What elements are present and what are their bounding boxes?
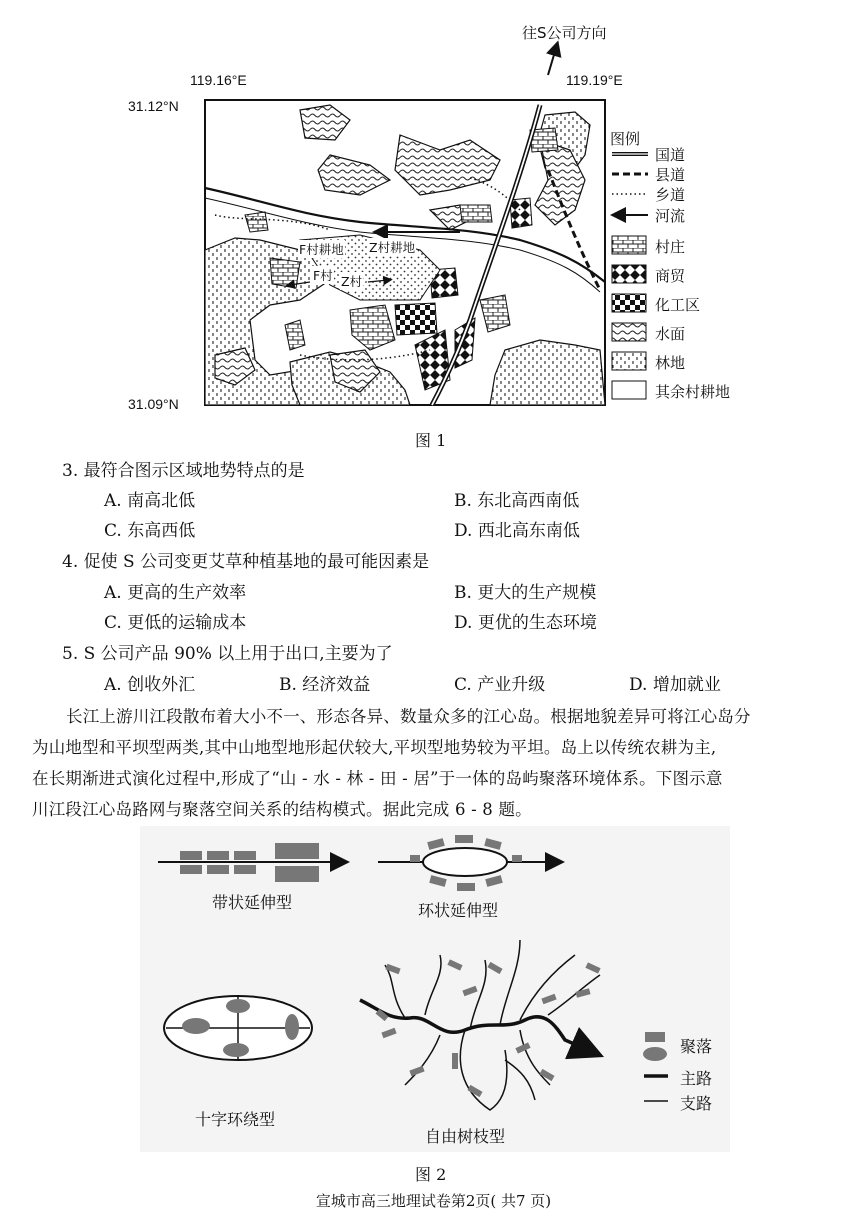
direction-arrow [548,48,556,75]
passage-line-1: 长江上游川江段散布着大小不一、形态各异、数量众多的江心岛。根据地貌差异可将江心岛分 [66,707,751,726]
q3-option-b: B. 东北高西南低 [454,491,580,511]
strip-type-label: 带状延伸型 [212,893,293,912]
legend-settlement: 聚落 [680,1037,713,1056]
figure2-diagram [0,820,867,1160]
legend-commerce: 商贸 [655,267,686,285]
passage-line-4: 川江段江心岛路网与聚落空间关系的结构模式。据此完成 6 - 8 题。 [32,800,532,819]
figure1-caption: 图 1 [415,431,447,450]
q3-option-c: C. 东高西低 [104,521,196,541]
page-footer: 宣城市高三地理试卷第2页( 共7 页) [315,1192,552,1210]
legend-water: 水面 [655,325,686,343]
legend-branch-road: 支路 [680,1094,713,1113]
z-farmland-label: Z村耕地 [369,240,416,255]
legend-township-road: 乡道 [655,186,686,204]
legend-farmland: 其余村耕地 [655,383,731,401]
legend-village: 村庄 [655,238,686,256]
figure2-caption: 图 2 [415,1165,447,1184]
legend-chemical: 化工区 [655,296,701,314]
q5-option-a: A. 创收外汇 [104,675,196,695]
cross-type-label: 十字环绕型 [195,1110,276,1129]
q5-option-c: C. 产业升级 [454,675,546,695]
passage-line-3: 在长期渐进式演化过程中,形成了“山 - 水 - 林 - 田 - 居”于一体的岛屿聚落环境体系。下图示意 [32,769,723,788]
question-5-stem: 5. S 公司产品 90% 以上用于出口,主要为了 [62,644,393,664]
q4-option-d: D. 更优的生态环境 [454,613,597,633]
legend-main-road: 主路 [680,1069,713,1088]
ring-type-label: 环状延伸型 [418,901,499,920]
dendritic-type-label: 自由树枝型 [425,1127,506,1146]
q3-option-d: D. 西北高东南低 [454,521,580,541]
z-village-label: Z村 [341,274,363,289]
question-4-stem: 4. 促使 S 公司变更艾草种植基地的最可能因素是 [62,552,430,572]
legend-title: 图例 [610,130,641,148]
chemical-area [395,303,437,335]
q5-option-d: D. 增加就业 [629,675,721,695]
legend-swatches [612,154,648,399]
figure1-map [0,0,867,460]
village-area [270,258,300,288]
legend-forest: 林地 [655,354,686,372]
f-village-label: F村 [313,268,333,283]
f-farmland-label: F村耕地 [299,242,344,257]
legend-county-road: 县道 [655,166,686,184]
lon-left-label: 119.16°E [190,72,247,88]
cross-type-diagram [164,996,312,1060]
q3-option-a: A. 南高北低 [104,491,196,511]
lat-top-label: 31.12°N [128,98,179,114]
village-area [460,205,492,222]
passage-line-2: 为山地型和平坝型两类,其中山地型地形起伏较大,平坝型地势较为平坦。岛上以传统农耕为主, [32,738,717,757]
lat-bottom-label: 31.09°N [128,396,179,412]
q5-option-b: B. 经济效益 [279,675,371,695]
legend-river: 河流 [655,207,686,225]
q4-option-b: B. 更大的生产规模 [454,583,597,603]
lon-right-label: 119.19°E [566,72,623,88]
q4-option-c: C. 更低的运输成本 [104,613,247,633]
question-3-stem: 3. 最符合图示区域地势特点的是 [62,461,305,481]
legend-national-road: 国道 [655,146,686,164]
direction-label: 往S公司方向 [522,24,607,42]
forest-area [490,340,605,405]
q4-option-a: A. 更高的生产效率 [104,583,247,603]
